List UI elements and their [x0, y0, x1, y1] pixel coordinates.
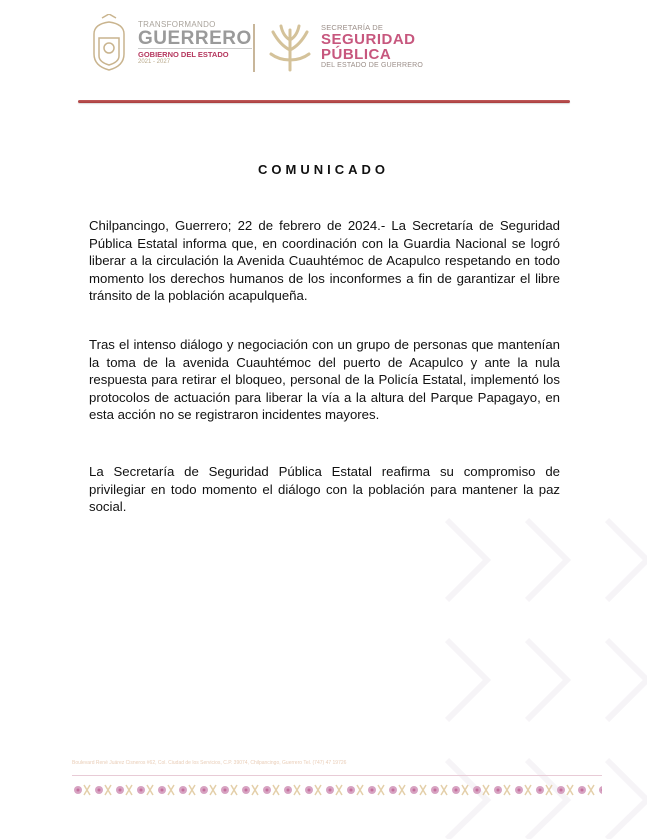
footer-address: Boulevard René Juárez Cisneros #62, Col. Ciudad de los Servicios, C.P. 39074, Chilpancingo, Guerrero Tel. (747) 47 19726: [72, 760, 347, 766]
government-logo-text: [138, 20, 252, 65]
ssp-line1: SECRETARÍA DE: [321, 23, 384, 32]
gov-line1: TRANSFORMANDO: [138, 20, 216, 29]
ssp-line3: PÚBLICA: [321, 46, 392, 63]
letterhead: [88, 14, 448, 76]
paragraph-3: La Secretaría de Seguridad Pública Estatal reafirma su compromiso de privilegiar en todo momento el diálogo con la población para mantener la paz social.: [89, 464, 560, 515]
footer-divider: [72, 775, 602, 776]
logo-divider: [253, 24, 255, 72]
footer-embroidery-pattern-icon: [72, 781, 602, 799]
paragraph-1: Chilpancingo, Guerrero; 22 de febrero de 2024.- La Secretaría de Seguridad Pública Estatal informa que, en coordinación con la Guardia Nacional se logró liberar a la circulación la Avenida Cuauhtémoc de Acapulco respetando en todo momento los derechos humanos de los inconformes a fin de garantizar el libre tránsito de la población acapulqueña.: [89, 218, 560, 304]
gov-years: 2021 - 2027: [138, 59, 171, 65]
document-title: COMUNICADO: [258, 162, 389, 177]
ssp-line2: SEGURIDAD: [321, 31, 416, 48]
tree-logo-icon: [265, 20, 315, 72]
header-divider: [78, 100, 570, 103]
paragraph-2: Tras el intenso diálogo y negociación con un grupo de personas que mantenían la toma de la avenida Cuauhtémoc del puerto de Acapulco y ante la nula respuesta para retirar el bloqueo, personal de la Policía Estatal, implementó los protocolos de actuación para liberar la vía a la altura del Parque Papagayo, en esta acción no se registraron incidentes mayores.: [89, 337, 560, 423]
gov-line2: GUERRERO: [138, 28, 252, 49]
gov-line3: GOBIERNO DEL ESTADO: [138, 48, 252, 59]
ssp-line4: DEL ESTADO DE GUERRERO: [321, 62, 424, 69]
state-seal-icon: [88, 14, 130, 72]
ssp-logo-text: [321, 23, 423, 69]
